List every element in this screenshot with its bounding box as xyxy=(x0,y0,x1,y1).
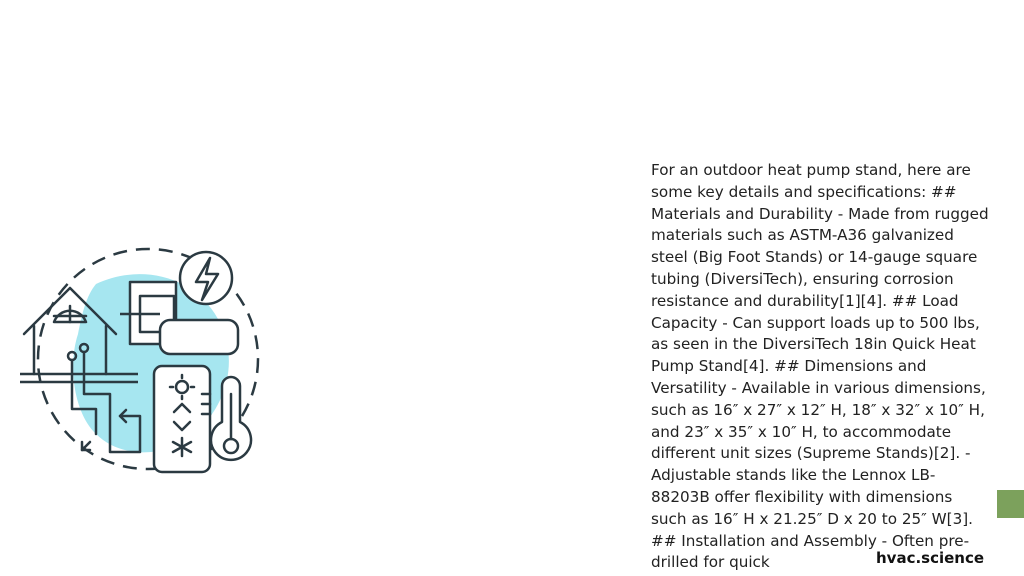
accent-tab xyxy=(997,490,1024,518)
lightning-icon xyxy=(180,252,232,304)
heat-pump-illustration xyxy=(18,244,268,480)
article-text: For an outdoor heat pump stand, here are some key details and specifications: ## Materials and Durability - Made from rugged materials such as ASTM-A36 galvanized steel (Big Foot Stands) or 14-gauge square tubing (DiversiTech), ensuring corrosion resistance and durability[1][4]. ## Load Capacity - Can support loads up to 500 lbs, as seen in the DiversiTech 18in Quick Heat Pump Stand[4]. ## Dimensions and Versatility - Available in various dimensions, such as 16″ x 27″ x 12″ H, 18″ x 32″ x 10″ H, and 23″ x 35″ x 10″ H, to accommodate different unit sizes (Supreme Stands)[2]. - Adjustable stands like the Lennox LB-88203B offer flexibility with dimensions such as 16″ H x 21.25″ D x 20 to 25″ W[3]. ## Installation and Assembly - Often pre-drilled for quick xyxy=(651,161,989,572)
brand-label: hvac.science xyxy=(876,549,985,567)
thermostat-icon xyxy=(154,366,210,472)
